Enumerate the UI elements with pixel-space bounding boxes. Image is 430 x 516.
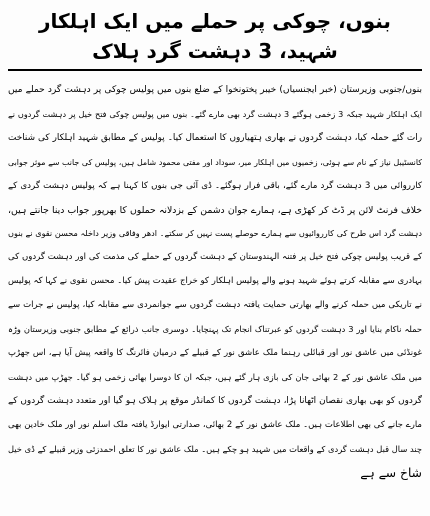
article-body [8,79,422,485]
body-line: بنوں/جنوبی وزیرستان (خبر ایجنسیاں) خیبر پختونخوا کے ضلع بنوں میں پولیس چوکی پر دہشت گرد حملے میں [8,85,422,95]
body-line: گردوں کو بھی بھاری نقصان اٹھانا پڑا، دہشت گردوں کا کمانڈر موقع پر ہلاک ہو گیا اور متعدد دہشت گردوں کے [8,395,422,406]
body-line: خلاف فرنٹ لائن پر ڈٹ کر کھڑی ہے، ہمارے جوان دشمن کے بزدلانہ حملوں کا بھرپور جواب دینا جانتے ہیں، [8,204,422,216]
body-line: ایک اہلکار شہید جبکہ 3 زخمی ہوگئے 3 دہشت گرد بھی مارے گئے۔ بنوں میں پولیس چوکی فتح خیل پر دہشت گردوں نے [8,108,422,119]
body-line: دہشت گرد اس طرح کی کارروائیوں سے ہمارے حوصلے پست نہیں کر سکتے۔ ادھر وفاقی وزیر داخلہ محسن نقوی نے بنوں [8,228,422,239]
body-line: نے تاریکی میں حملہ کرنے والے بھارتی حمایت یافتہ دہشت گردوں سے جوانمردی سے مقابلہ کیا، پولیس نے جرات سے [8,300,422,311]
body-line: کارروائی میں 3 دہشت گرد مارے گئے، باقی فرار ہوگئے۔ ڈی آئی جی بنوں کا کہنا ہے کہ پولیس دہشت گردی کے [8,180,422,191]
body-line: چند سال قبل دہشت گردی کے واقعات میں شہید ہو چکے ہیں۔ ملک عاشق نور کا تعلق احمدزئی وزیر قبیلے کے ڈی خیل [8,443,422,454]
body-line: رات گئے حملہ کیا، دہشت گردوں نے بھاری ہتھیاروں کا استعمال کیا۔ پولیس کے مطابق شہید اہلکار کی شناخت [8,132,422,143]
body-line: مارے جانے کی بھی اطلاعات ہیں۔ ملک عاشق نور کے 2 بھائی، صدارتی ایوارڈ یافتہ ملک اسلم نور اور ملک خادین بھی [8,419,422,430]
body-line: بہادری سے مقابلہ کرتے ہوئے شہید ہونے والے پولیس اہلکار کو خراج عقیدت پیش کیا۔ محسن نقوی نے کہا کہ پولیس [8,276,422,287]
body-line: شاخ سے ہے [360,465,422,480]
body-line: میں ملک عاشق نور کے 2 بھائی جان کی بازی ہار گئے ہیں، جبکہ ان کا دوسرا بھائی زخمی ہو گیا۔ جھڑپ میں دہشت [8,371,422,382]
body-line: کے قریب پولیس چوکی فتح خیل پر فتنہ الہندوستان کے دہشت گردوں کے حملے کی مذمت کی اور دہشت گردوں کی [8,252,422,263]
body-line: غونڈئی میں عاشق نور اور قبائلی رہنما ملک عاشق نور کے قبیلے کے درمیان فائرنگ کا واقعہ پیش آیا ہے، اس جھڑپ [8,347,422,358]
body-line: کانسٹیبل نیاز کے نام سے ہوئی، زخمیوں میں اہلکار میر، سوداد اور مفتی محمود شامل ہیں، پولیس کی جانب سے موثر جوابی [8,157,422,167]
headline: بنوں، چوکی پر حملے میں ایک اہلکار شہید، 3 دہشت گرد ہلاک [8,6,422,71]
body-line: حملہ ناکام بنایا اور 3 دہشت گردوں کو عبرتناک انجام تک پہنچایا۔ دوسری جانب ذرائع کے مطابق جنوبی وزیرستان وڑہ [8,324,422,335]
